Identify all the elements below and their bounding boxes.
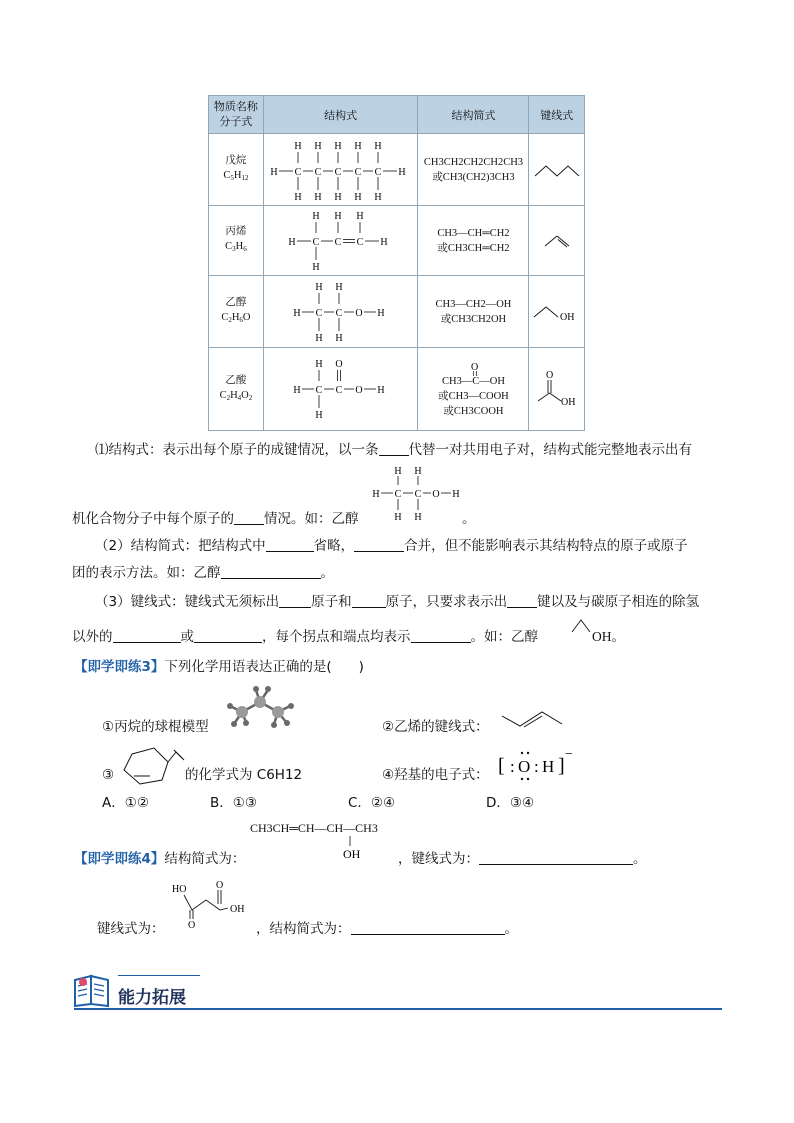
cyclohexene-structure-figure (118, 746, 186, 786)
practice4-line1: 【即学即练4】结构简式为： (74, 851, 246, 867)
blank[interactable] (266, 537, 314, 552)
svg-text:H: H (315, 332, 323, 344)
svg-text:C: C (335, 307, 342, 319)
svg-text:H: H (374, 191, 382, 203)
svg-text:H: H (354, 140, 362, 152)
svg-text:C: C (334, 166, 341, 178)
svg-text:H: H (288, 236, 296, 248)
blank[interactable] (379, 441, 409, 456)
svg-text:H: H (293, 307, 301, 319)
choice-c[interactable]: C．②④ (348, 795, 396, 811)
svg-text:O: O (432, 489, 440, 500)
svg-text:HO: HO (172, 884, 187, 895)
section-heading: 能力拓展 (118, 988, 186, 1008)
skeletal-formula-pentane (529, 134, 585, 206)
svg-text:H: H (335, 332, 343, 344)
svg-text:O: O (216, 880, 224, 891)
svg-text:H: H (414, 512, 422, 522)
svg-text:H: H (452, 489, 460, 500)
compound-name: 丙烯 $C_3H_6$ (209, 206, 264, 276)
practice4-tag: 【即学即练4】 (74, 851, 165, 867)
header-skeletal: 键线式 (529, 96, 585, 134)
ethanol-structure-figure (370, 466, 462, 522)
svg-text:C: C (315, 385, 322, 396)
skeletal-formula-ethanol (529, 276, 585, 348)
table-row (209, 276, 585, 348)
choice-d[interactable]: D．③④ (486, 795, 535, 811)
svg-text:H: H (314, 191, 322, 203)
practice4-line2: 键线式为： (97, 921, 165, 937)
svg-text:H: H (312, 210, 320, 222)
svg-text:C: C (312, 236, 319, 248)
header-name: 物质名称 分子式 (209, 96, 264, 134)
svg-text:H: H (394, 512, 402, 522)
compound-formula: $C_2H_6O$ (221, 312, 251, 324)
practice4-formula: CH3CH═CH—CH—CH3 (250, 821, 378, 835)
section3-line2: 以外的 或 ，每个拐点和端点均表示 。如：乙醇 (72, 629, 538, 645)
practice3-opt3: 的化学式为 C6H12 (185, 767, 303, 783)
blank[interactable] (221, 564, 321, 579)
svg-text:H: H (380, 236, 388, 248)
blank[interactable] (479, 850, 633, 865)
svg-text:H: H (354, 191, 362, 203)
blank[interactable] (352, 593, 386, 608)
blank[interactable] (113, 628, 181, 643)
svg-text:C: C (334, 236, 341, 248)
condensed-formula: CH3—CH═CH2 或CH3CH═CH2 (418, 206, 529, 276)
svg-text:O: O (471, 361, 479, 373)
blank[interactable] (194, 628, 262, 643)
svg-text:H: H (356, 210, 364, 222)
table-row (209, 206, 585, 276)
svg-text:H: H (334, 210, 342, 222)
compound-formula: $C_2H_4O_2$ (219, 389, 253, 402)
section1-line1: ⑴结构式：表示出每个原子的成键情况，以一条 代替一对共用电子对，结构式能完整地表示出有 (95, 442, 692, 458)
section1-line2: 机化合物分子中每个原子的 情况。如：乙醇 (72, 511, 359, 527)
svg-text:O: O (545, 370, 553, 381)
structural-formula-acetic-acid (263, 348, 418, 431)
svg-text:H: H (315, 410, 323, 421)
svg-text:OH: OH (230, 904, 245, 915)
svg-text:H: H (372, 489, 380, 500)
svg-text:−: − (565, 748, 573, 762)
section2-line1: （2）结构简式：把结构式中 省略， 合并，但不能影响表示其结构特点的原子或原子 (95, 538, 688, 554)
carbonyl-o (418, 360, 528, 374)
header-condensed: 结构简式 (418, 96, 529, 134)
skeletal-formula-acetic-acid (529, 348, 585, 431)
compound-formula: $C_3H_6$ (225, 241, 247, 253)
condensed-formula: O CH3—C—OH 或CH3—COOH 或CH3COOH (418, 348, 529, 431)
table-row (209, 348, 585, 431)
blank[interactable] (354, 537, 404, 552)
svg-text:C: C (394, 489, 402, 500)
svg-text:O: O (355, 385, 363, 396)
svg-text:C: C (315, 307, 322, 319)
section3-line1: （3）键线式：键线式无须标出 原子和 原子，只要求表示出 键以及与碳原子相连的除氢 (95, 594, 700, 610)
svg-text:C: C (374, 166, 381, 178)
blank[interactable] (411, 628, 471, 643)
practice4-line2b: ，结构简式为： 。 (256, 921, 518, 937)
ethanol-skeletal-figure (570, 616, 594, 636)
svg-text::: : (534, 757, 539, 776)
svg-text:C: C (294, 166, 301, 178)
structural-formula-ethanol (263, 276, 418, 348)
svg-text:]: ] (558, 755, 565, 777)
svg-text:C: C (335, 385, 342, 396)
heading-rule (74, 1008, 722, 1010)
svg-text:C: C (356, 236, 363, 248)
structure-table (208, 95, 585, 431)
practice3-question: 【即学即练3】下列化学用语表达正确的是( ) (74, 659, 364, 675)
svg-text:H: H (293, 385, 301, 396)
blank[interactable] (234, 510, 264, 525)
svg-text:OH: OH (559, 311, 575, 323)
svg-text:H: H (315, 359, 323, 370)
svg-text:H: H (312, 261, 320, 273)
book-icon (72, 972, 112, 1008)
choice-a[interactable]: A．①② (102, 795, 149, 811)
svg-text:O: O (518, 757, 531, 776)
svg-text:H: H (334, 191, 342, 203)
blank[interactable] (351, 920, 505, 935)
svg-text:O: O (335, 359, 343, 370)
svg-text:H: H (270, 166, 278, 178)
condensed-formula: CH3—CH2—OH 或CH3CH2OH (418, 276, 529, 348)
svg-text:H: H (394, 466, 402, 477)
svg-text:[: [ (498, 755, 505, 777)
blank[interactable] (279, 593, 311, 608)
compound-name: 乙酸 $C_2H_4O_2$ (209, 348, 264, 431)
practice3-tag: 【即学即练3】 (74, 659, 165, 675)
compound-name: 戊烷 $C_5H_{12}$ (209, 134, 264, 206)
svg-text:H: H (335, 281, 343, 293)
svg-text:H: H (374, 140, 382, 152)
svg-text:C: C (314, 166, 321, 178)
svg-text:H: H (542, 757, 555, 776)
practice3-opt2: ②乙烯的键线式： (382, 719, 489, 735)
svg-text:O: O (355, 307, 363, 319)
svg-text:O: O (188, 920, 196, 931)
structural-formula-pentane (263, 134, 418, 206)
svg-text:H: H (398, 166, 406, 178)
svg-text:C: C (414, 489, 422, 500)
practice3-opt4: ④羟基的电子式： (382, 767, 489, 783)
svg-text:H: H (314, 140, 322, 152)
succinic-acid-skeletal-figure (170, 878, 254, 932)
structural-formula-propene (263, 206, 418, 276)
svg-text:H: H (377, 307, 385, 319)
compound-name: 乙醇 $C_2H_6O$ (209, 276, 264, 348)
svg-text:H: H (294, 140, 302, 152)
svg-text:C: C (354, 166, 361, 178)
ethylene-skeletal-figure (500, 708, 564, 730)
svg-text:OH: OH (560, 397, 576, 408)
table-row (209, 134, 585, 206)
svg-text:OH: OH (343, 847, 361, 861)
practice4-oh-branch (340, 836, 370, 862)
svg-text:H: H (334, 140, 342, 152)
choice-b[interactable]: B．①③ (210, 795, 257, 811)
svg-text:H: H (315, 281, 323, 293)
practice3-opt3-prefix: ③ (102, 767, 115, 783)
section1-line2-end: 。 (462, 511, 476, 527)
practice4-line1b: ，键线式为： 。 (398, 851, 647, 867)
header-structural: 结构式 (263, 96, 418, 134)
practice3-opt1: ①丙烷的球棍模型 (102, 719, 209, 735)
svg-text::: : (510, 757, 515, 776)
condensed-formula: CH3CH2CH2CH2CH3 或CH3(CH2)3CH3 (418, 134, 529, 206)
propane-ball-stick-model (220, 682, 300, 732)
skeletal-formula-propene (529, 206, 585, 276)
svg-text:H: H (294, 191, 302, 203)
svg-text:H: H (414, 466, 422, 477)
heading-top-rule (118, 975, 200, 976)
blank[interactable] (507, 593, 537, 608)
svg-text:H: H (377, 385, 385, 396)
ethanol-skeletal-oh: OH。 (592, 629, 625, 644)
compound-formula: $C_5H_{12}$ (223, 170, 249, 182)
hydroxyl-electron-formula (496, 748, 580, 782)
section2-line2: 团的表示方法。如：乙醇 。 (72, 565, 334, 581)
